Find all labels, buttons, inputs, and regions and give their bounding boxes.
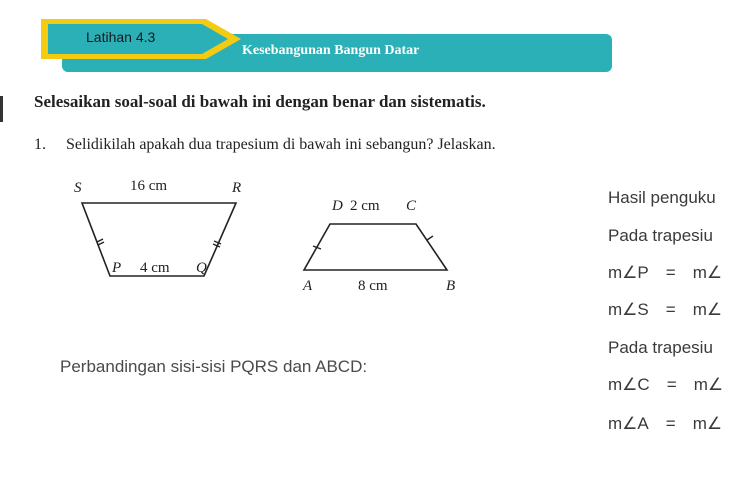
vertex-s-label: S — [74, 180, 82, 196]
equals-sign: = — [665, 414, 676, 433]
angle-row-s — [608, 298, 722, 322]
angle-row-c — [608, 373, 723, 397]
trapezoid-pqrs — [74, 178, 241, 276]
trapezoid-heading-2: Pada trapesiu — [608, 338, 713, 357]
trapezoid-figures — [60, 172, 480, 294]
angle-left: m∠S — [608, 300, 649, 319]
trapezoid-abcd — [302, 198, 455, 294]
margin-marker — [0, 96, 3, 122]
tick-mark-ps — [98, 242, 104, 245]
exercise-badge-label: Latihan 4.3 — [86, 29, 156, 45]
tick-mark-ps — [97, 239, 103, 242]
vertex-p-label: P — [112, 260, 122, 276]
pqrs-bottom-length: 4 cm — [140, 260, 170, 276]
vertex-c-label: C — [406, 198, 417, 214]
tick-mark-bc — [427, 236, 433, 240]
measurement-panel — [608, 0, 750, 500]
abcd-top-length: 2 cm — [350, 198, 380, 214]
equals-sign: = — [665, 300, 676, 319]
ratio-title: Perbandingan sisi-sisi PQRS dan ABCD: — [60, 357, 368, 376]
measurement-heading: Hasil penguku — [608, 188, 716, 207]
vertex-r-label: R — [232, 180, 242, 196]
abcd-bottom-length: 8 cm — [358, 278, 388, 294]
vertex-a-label: A — [303, 278, 313, 294]
angle-left: m∠P — [608, 263, 649, 282]
equals-sign: = — [665, 263, 676, 282]
angle-row-a — [608, 412, 722, 436]
trapezoid-heading-1: Pada trapesiu — [608, 226, 713, 245]
angle-right: m∠ — [692, 300, 723, 319]
instruction-text: Selesaikan soal-soal di bawah ini dengan benar dan sistematis. — [34, 92, 486, 111]
vertex-q-label: Q — [196, 260, 207, 276]
question-text: Selidikilah apakah dua trapesium di bawah ini sebangun? Jelaskan. — [66, 136, 496, 153]
angle-right: m∠ — [693, 375, 724, 394]
pqrs-top-length: 16 cm — [130, 178, 168, 194]
vertex-d-label: D — [332, 198, 343, 214]
angle-left: m∠A — [608, 414, 649, 433]
angle-right: m∠ — [692, 263, 723, 282]
angle-left: m∠C — [608, 375, 650, 394]
vertex-b-label: B — [446, 278, 456, 294]
equals-sign: = — [666, 375, 677, 394]
header-title: Kesebangunan Bangun Datar — [242, 43, 420, 58]
angle-row-p — [608, 261, 722, 285]
angle-right: m∠ — [692, 414, 723, 433]
question-number: 1. — [34, 136, 46, 153]
